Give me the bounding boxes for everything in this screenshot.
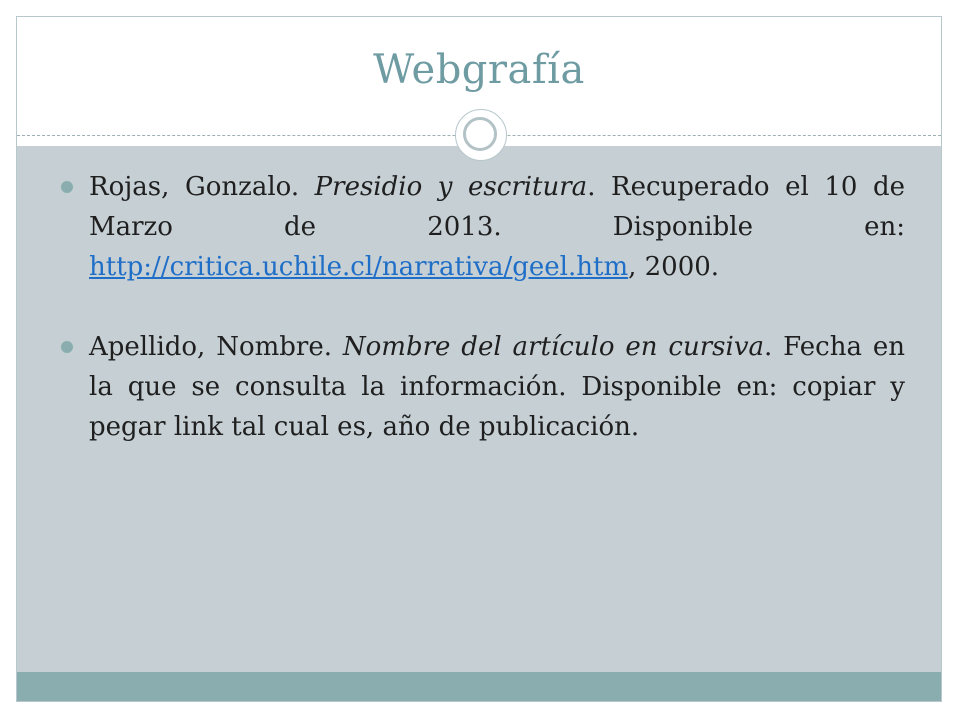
slide-title: Webgrafía	[373, 47, 585, 93]
citation-details: . Recuperado el 10 de Marzo de 2013. Disponible en:	[89, 172, 905, 242]
citation-author: Apellido, Nombre.	[89, 332, 343, 362]
citation-author: Rojas, Gonzalo.	[89, 172, 315, 202]
list-item	[55, 327, 905, 447]
bullet-icon	[61, 181, 73, 193]
citation-title: Nombre del artículo en cursiva	[342, 332, 765, 362]
citation-details: . Fecha en la que se consulta la información. Disponible en: copiar y pegar link tal cual es, año de publicación.	[89, 332, 906, 442]
citation-year: , 2000.	[628, 252, 720, 282]
citation-link[interactable]: http://critica.uchile.cl/narrativa/geel.htm	[89, 252, 629, 282]
list-item	[55, 167, 905, 287]
circle-ornament-icon	[455, 109, 507, 161]
bullet-list	[55, 167, 905, 487]
footer-band	[17, 672, 941, 702]
bullet-icon	[61, 341, 73, 353]
slide-frame	[16, 16, 942, 702]
citation-title: Presidio y escritura	[314, 172, 588, 202]
